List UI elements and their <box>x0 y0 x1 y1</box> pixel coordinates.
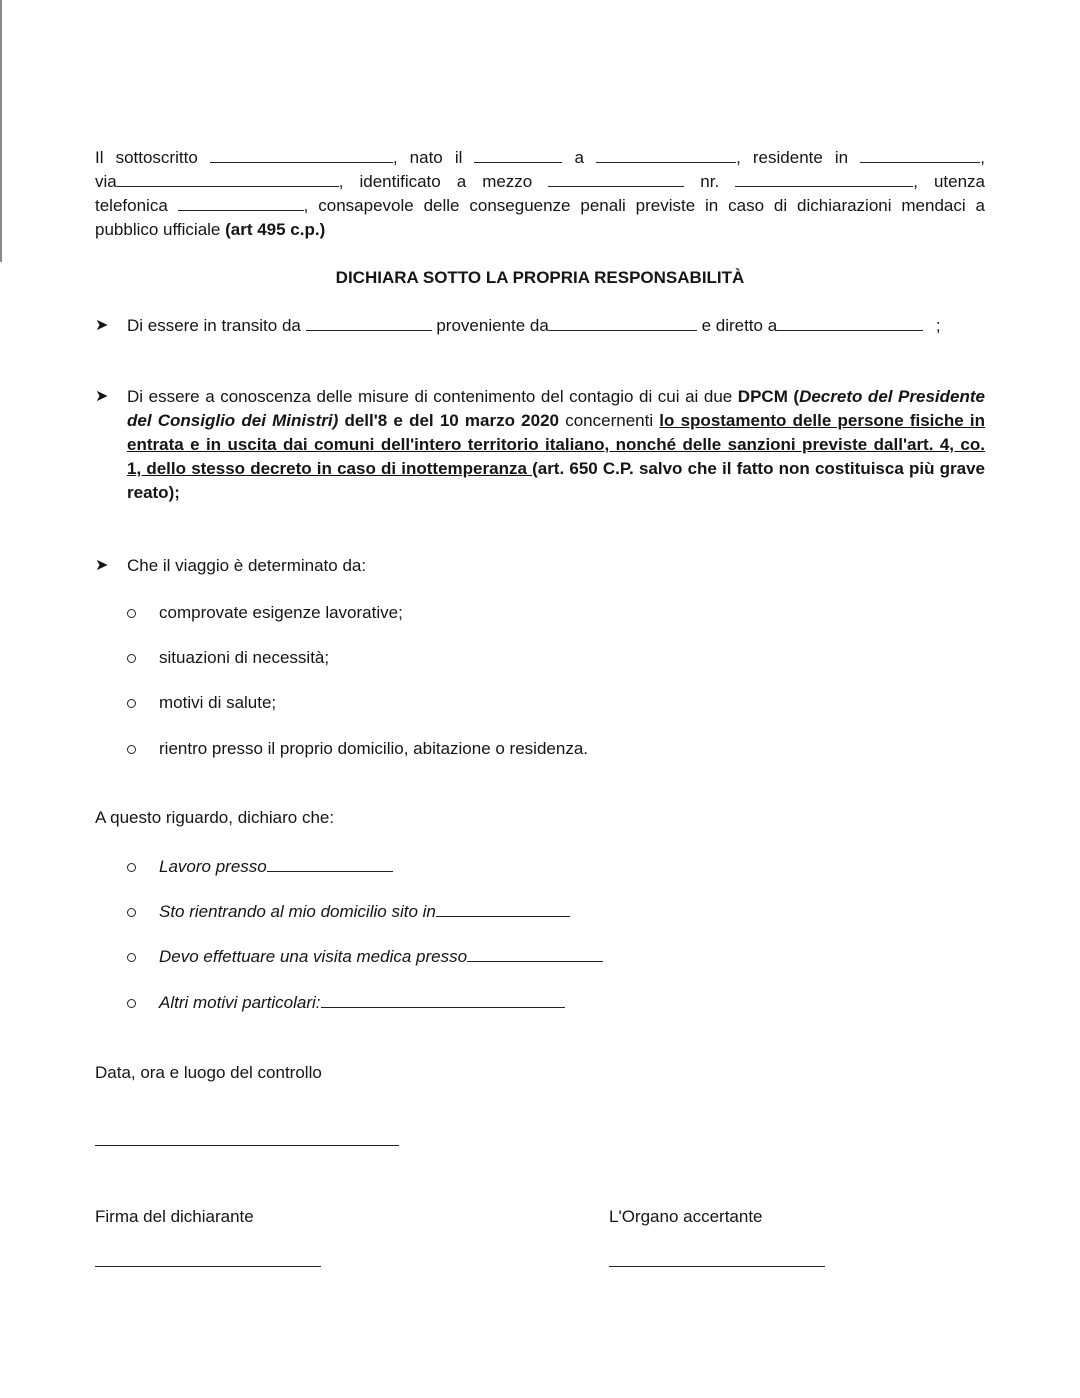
knowledge-line-3: entrata e in uscita dai comuni dell'intero territorio italiano, nonché delle sanzioni previste dall'art. 4, co. <box>127 435 985 454</box>
page-edge-shadow <box>0 0 2 262</box>
knowledge-line-5: reato); <box>127 483 180 502</box>
phone-label: , utenza <box>913 172 985 191</box>
option-circle-icon[interactable] <box>127 745 136 754</box>
knowledge-line-1 <box>127 386 985 408</box>
option-circle-icon[interactable] <box>127 699 136 708</box>
arrow-bullet-icon: ➤ <box>95 317 109 334</box>
travel-option-work[interactable]: comprovate esigenze lavorative; <box>159 603 403 622</box>
other-reasons-label: Altri motivi particolari: <box>159 993 321 1012</box>
medical-label: Devo effettuare una visita medica presso <box>159 947 468 966</box>
option-circle-icon <box>127 953 136 962</box>
travel-option-necessity[interactable]: situazioni di necessità; <box>159 648 330 667</box>
name-blank[interactable] <box>210 148 393 163</box>
concerning-text: concernenti <box>559 411 660 430</box>
dpcm-ref: DPCM ( <box>737 387 800 406</box>
declarant-signature-label: Firma del dichiarante <box>95 1207 254 1226</box>
resident-in-label: , residente in <box>736 148 849 167</box>
article-650-ref: (art. 650 C.P. salvo che il fatto non costituisca più grave <box>532 459 985 478</box>
phone-blank[interactable] <box>178 196 304 211</box>
phone-label-cont: telefonica <box>95 196 168 215</box>
knowledge-text-1: Di essere a conoscenza delle misure di contenimento del contagio di cui ai due <box>127 387 738 406</box>
option-circle-icon[interactable] <box>127 609 136 618</box>
control-blank[interactable] <box>95 1145 399 1146</box>
destination-label: e diretto a <box>701 316 778 335</box>
other-reasons-blank[interactable] <box>321 993 565 1008</box>
option-circle-icon <box>127 999 136 1008</box>
street-label: via <box>95 172 117 191</box>
residence-city-blank[interactable] <box>860 148 980 163</box>
home-address-blank[interactable] <box>436 902 570 917</box>
document-number-blank[interactable] <box>735 172 913 187</box>
work-place-blank[interactable] <box>267 857 393 872</box>
declarant-signature-blank[interactable] <box>95 1266 321 1267</box>
arrow-bullet-icon: ➤ <box>95 557 109 574</box>
movement-text-1: lo spostamento delle persone fisiche in <box>659 411 985 430</box>
option-circle-icon <box>127 908 136 917</box>
knowledge-line-2 <box>127 410 985 432</box>
article-495-ref: (art 495 c.p.) <box>225 220 326 239</box>
semicolon: ; <box>935 316 941 335</box>
awareness-text: , consapevole delle conseguenze penali previste in caso di dichiarazioni mendaci a <box>303 196 985 215</box>
transit-label: Di essere in transito da <box>127 316 301 335</box>
number-label: nr. <box>700 172 720 191</box>
street-blank[interactable] <box>117 172 339 187</box>
header-line-2 <box>95 171 985 193</box>
transit-blank[interactable] <box>306 316 432 331</box>
origin-blank[interactable] <box>549 316 697 331</box>
arrow-bullet-icon: ➤ <box>95 388 109 405</box>
knowledge-line-4 <box>127 458 985 480</box>
travel-heading: Che il viaggio è determinato da: <box>127 556 367 575</box>
born-on-label: , nato il <box>392 148 463 167</box>
option-circle-icon[interactable] <box>127 654 136 663</box>
public-officer-text: pubblico ufficiale <box>95 220 226 239</box>
decree-name-1: Decreto del Presidente <box>799 387 985 406</box>
born-at-label: a <box>574 148 585 167</box>
transit-line <box>127 315 941 337</box>
birth-date-blank[interactable] <box>474 148 562 163</box>
home-label: Sto rientrando al mio domicilio sito in <box>159 902 436 921</box>
non-compliance-text: 1, dello stesso decreto in caso di inottemperanza <box>127 459 533 478</box>
regard-item-work <box>159 856 393 878</box>
authority-signature-label: L'Organo accertante <box>609 1207 763 1226</box>
header-line-1 <box>95 147 985 169</box>
origin-label: proveniente da <box>436 316 549 335</box>
page-title: DICHIARA SOTTO LA PROPRIA RESPONSABILITÀ <box>335 268 745 287</box>
destination-blank[interactable] <box>777 316 923 331</box>
travel-option-return-home[interactable]: rientro presso il proprio domicilio, abitazione o residenza. <box>159 739 588 758</box>
regard-item-medical <box>159 946 603 968</box>
authority-signature-blank[interactable] <box>609 1266 825 1267</box>
medical-place-blank[interactable] <box>467 947 603 962</box>
undersigned-label: Il sottoscritto <box>95 148 198 167</box>
regard-item-home <box>159 901 570 923</box>
header-line-4 <box>95 219 325 241</box>
control-label: Data, ora e luogo del controllo <box>95 1063 322 1082</box>
regard-item-other <box>159 992 565 1014</box>
identified-by-label: , identificato a mezzo <box>338 172 533 191</box>
decree-name-2: del Consiglio dei Ministri) <box>127 411 339 430</box>
document-blank[interactable] <box>548 172 684 187</box>
birth-place-blank[interactable] <box>596 148 736 163</box>
option-circle-icon <box>127 863 136 872</box>
work-at-label: Lavoro presso <box>159 857 267 876</box>
decree-dates: dell'8 e del 10 marzo 2020 <box>338 411 560 430</box>
header-line-3 <box>95 195 985 217</box>
regard-heading: A questo riguardo, dichiaro che: <box>95 808 335 827</box>
comma: , <box>980 148 985 167</box>
travel-option-health[interactable]: motivi di salute; <box>159 693 277 712</box>
